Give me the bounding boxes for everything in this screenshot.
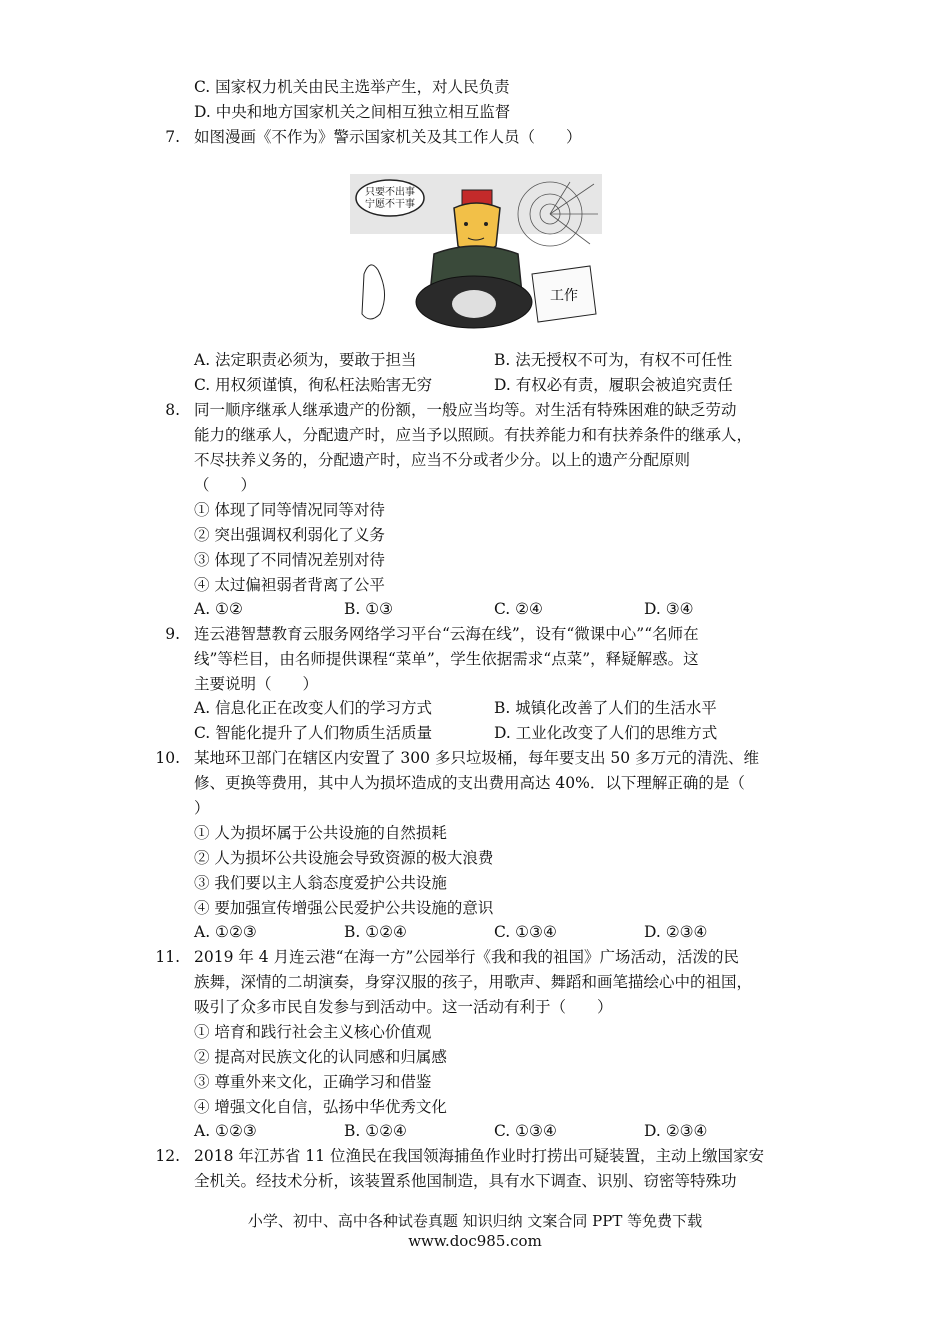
q10-item: ② 人为损坏公共设施会导致资源的极大浪费 <box>194 849 494 867</box>
paper-text: 工作 <box>550 288 578 304</box>
q11-stem-line: 2019 年 4 月连云港“在海一方”公园举行《我和我的祖国》广场活动，活泼的民 <box>194 948 739 966</box>
cartoon-image <box>350 174 602 332</box>
q7-option-a: A. 法定职责必须为，要敢于担当 <box>194 351 417 369</box>
q9-stem-line: 主要说明（ ） <box>194 675 319 693</box>
q8-item: ① 体现了同等情况同等对待 <box>194 501 385 519</box>
q10-item: ① 人为损坏属于公共设施的自然损耗 <box>194 824 447 842</box>
q10-stem-line: 修、更换等费用，其中人为损坏造成的支出费用高达 40%．以下理解正确的是（ <box>194 774 745 792</box>
q9-option-b: B. 城镇化改善了人们的生活水平 <box>494 699 717 717</box>
q7-number: 7. <box>165 128 180 146</box>
q10-option-b: B. ①②④ <box>344 923 407 941</box>
q9-option-c: C. 智能化提升了人们物质生活质量 <box>194 724 433 742</box>
q10-stem-line: ） <box>194 799 210 817</box>
q12-stem-line: 全机关。经技术分析，该装置系他国制造，具有水下调查、识别、窃密等特殊功 <box>194 1172 737 1190</box>
q7-option-c: C. 用权须谨慎，徇私枉法贻害无穷 <box>194 376 433 394</box>
q6-option-d: D. 中央和地方国家机关之间相互独立相互监督 <box>194 103 511 121</box>
q9-stem-line: 连云港智慧教育云服务网络学习平台“云海在线”，设有“微课中心”“名师在 <box>194 625 699 643</box>
q7-option-d: D. 有权必有责，履职会被追究责任 <box>494 376 733 394</box>
q11-item: ② 提高对民族文化的认同感和归属感 <box>194 1048 447 1066</box>
q8-option-c: C. ②④ <box>494 600 543 618</box>
q11-option-c: C. ①③④ <box>494 1122 557 1140</box>
footer-line-1: 小学、初中、高中各种试卷真题 知识归纳 文案合同 PPT 等免费下载 <box>247 1212 703 1230</box>
footer-url[interactable]: www.doc985.com <box>408 1232 542 1250</box>
q9-option-a: A. 信息化正在改变人们的学习方式 <box>194 699 433 717</box>
q12-number: 12. <box>155 1147 180 1165</box>
q11-item: ③ 尊重外来文化，正确学习和借鉴 <box>194 1073 432 1091</box>
q8-number: 8. <box>165 401 180 419</box>
speech-bubble <box>356 180 424 216</box>
q8-stem-line: 同一顺序继承人继承遗产的份额，一般应当均等。对生活有特殊困难的缺乏劳动 <box>194 401 737 419</box>
q11-stem-line: 族舞，深情的二胡演奏，身穿汉服的孩子，用歌声、舞蹈和画笔描绘心中的祖国， <box>194 973 753 991</box>
q7-stem: 如图漫画《不作为》警示国家机关及其工作人员（ ） <box>194 128 582 146</box>
q10-number: 10. <box>155 749 180 767</box>
q6-option-c: C. 国家权力机关由民主选举产生，对人民负责 <box>194 78 510 96</box>
q8-option-a: A. ①② <box>194 600 243 618</box>
q11-option-d: D. ②③④ <box>644 1122 708 1140</box>
q8-stem-line: （ ） <box>194 476 257 494</box>
q12-stem-line: 2018 年江苏省 11 位渔民在我国领海捕鱼作业时打捞出可疑装置，主动上缴国家安 <box>194 1147 764 1165</box>
q11-stem-line: 吸引了众多市民自发参与到活动中。这一活动有利于（ ） <box>194 998 613 1016</box>
q11-option-a: A. ①②③ <box>194 1122 257 1140</box>
q10-item: ③ 我们要以主人翁态度爱护公共设施 <box>194 874 447 892</box>
q11-option-b: B. ①②④ <box>344 1122 407 1140</box>
q10-option-d: D. ②③④ <box>644 923 708 941</box>
q11-item: ④ 增强文化自信，弘扬中华优秀文化 <box>194 1098 447 1116</box>
speech-line-1: 只要不出事 <box>365 187 415 198</box>
q8-item: ③ 体现了不同情况差别对待 <box>194 551 385 569</box>
speech-line-2: 宁愿不干事 <box>365 199 415 210</box>
q8-stem-line: 能力的继承人，分配遗产时，应当予以照顾。有扶养能力和有扶养条件的继承人， <box>194 426 753 444</box>
q11-item: ① 培育和践行社会主义核心价值观 <box>194 1023 432 1041</box>
q8-stem-line: 不尽扶养义务的，分配遗产时，应当不分或者少分。以上的遗产分配原则 <box>194 451 691 469</box>
q10-item: ④ 要加强宣传增强公民爱护公共设施的意识 <box>194 899 494 917</box>
q8-option-b: B. ①③ <box>344 600 394 618</box>
q10-stem-line: 某地环卫部门在辖区内安置了 300 多只垃圾桶，每年要支出 50 多万元的清洗、维 <box>194 749 760 767</box>
q10-option-a: A. ①②③ <box>194 923 257 941</box>
q9-number: 9. <box>165 625 180 643</box>
q9-option-d: D. 工业化改变了人们的思维方式 <box>494 724 718 742</box>
q7-option-b: B. 法无授权不可为，有权不可任性 <box>494 351 733 369</box>
q9-stem-line: 线”等栏目，由名师提供课程“菜单”，学生依据需求“点菜”，释疑解惑。这 <box>194 650 699 668</box>
q11-number: 11. <box>155 948 180 966</box>
q8-option-d: D. ③④ <box>644 600 694 618</box>
q10-option-c: C. ①③④ <box>494 923 557 941</box>
q8-item: ② 突出强调权利弱化了义务 <box>194 526 385 544</box>
q8-item: ④ 太过偏袒弱者背离了公平 <box>194 576 385 594</box>
